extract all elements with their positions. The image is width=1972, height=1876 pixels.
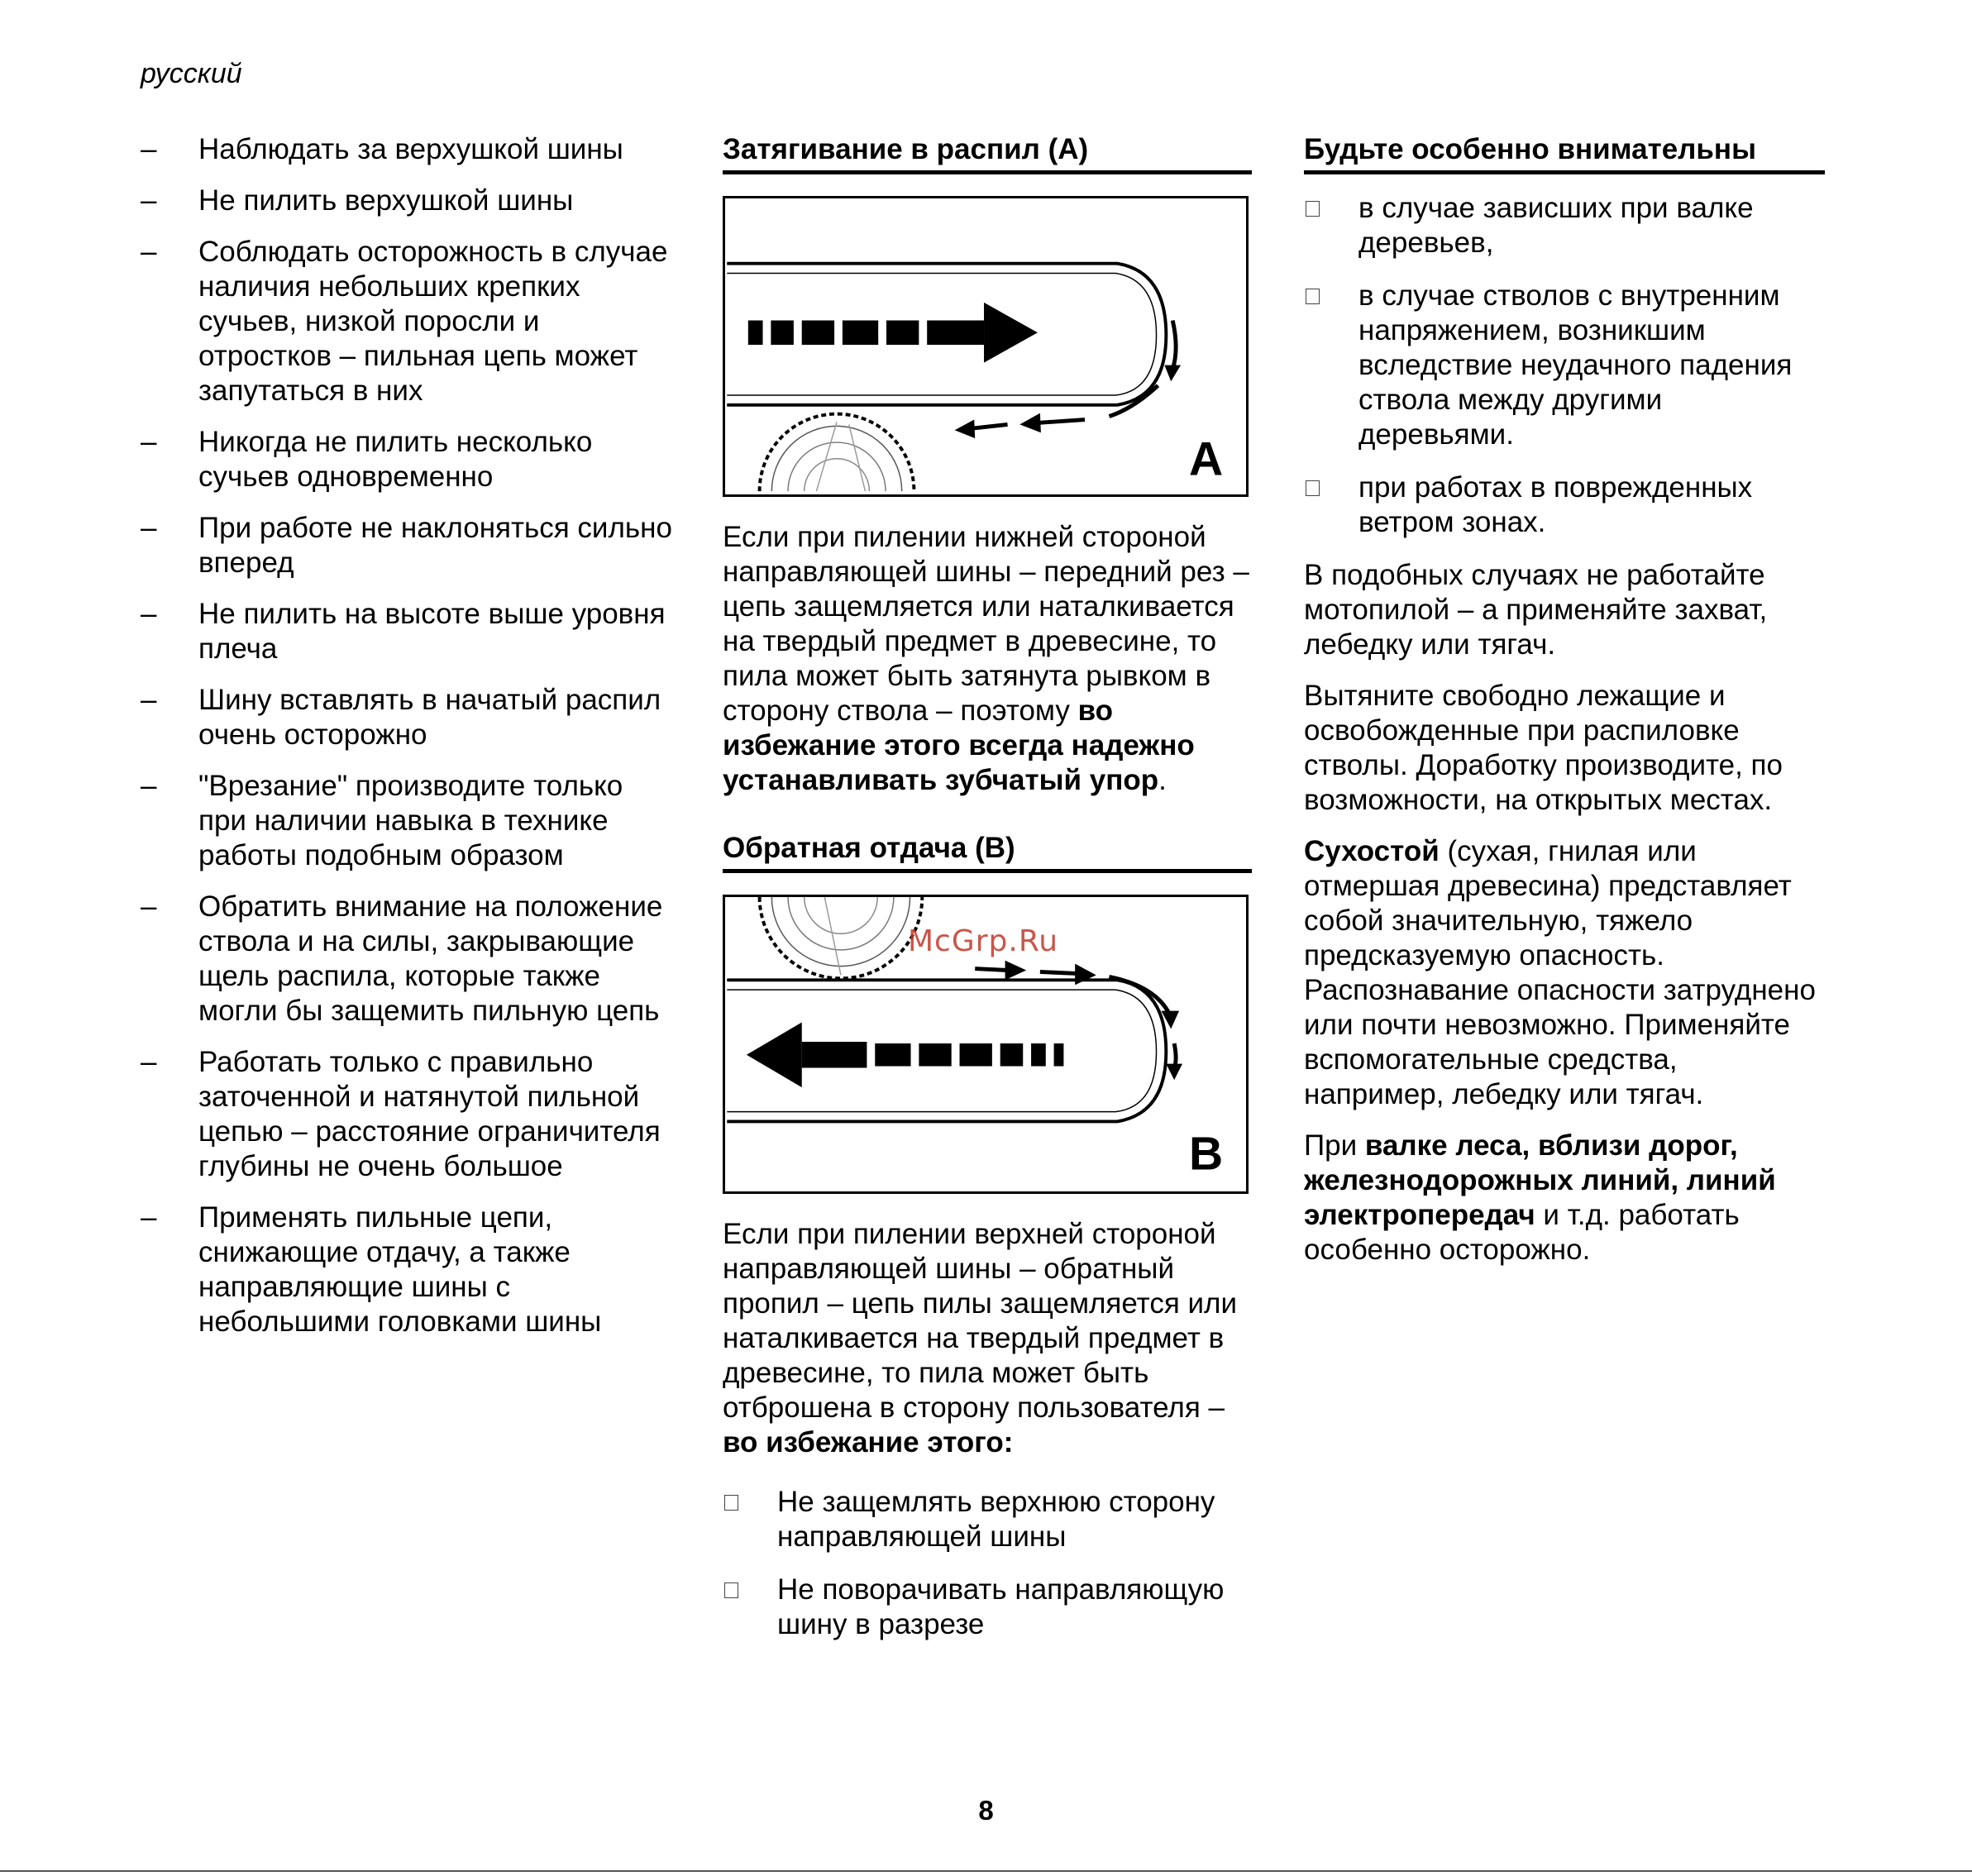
list-item-text: Не пилить на высоте выше уровня плеча [198, 598, 666, 665]
dash-marker: – [141, 684, 157, 716]
heading-be-careful: Будьте особенно внимательны [1304, 132, 1825, 174]
watermark: McGrp.Ru [908, 924, 1059, 958]
list-item [141, 132, 678, 167]
dash-marker: – [141, 512, 157, 544]
kickback-text: Если при пилении верхней стороной направляющей шины – обратный пропил – цепь пилы защемляется или наталкивается на твердый предмет в древесине, то пила может быть отброшена в сторону пользователя – [723, 1218, 1238, 1424]
dash-marker: – [141, 133, 157, 165]
page-number: 8 [978, 1795, 994, 1826]
list-item-text: Не пилить верхушкой шины [198, 184, 574, 217]
box-bullet-icon [1306, 289, 1320, 304]
log-illustration [760, 897, 923, 978]
checklist-item [1304, 470, 1825, 540]
box-bullet-icon [724, 1495, 738, 1511]
list-item [141, 597, 678, 666]
log-illustration [760, 414, 914, 491]
middle-column [723, 132, 1252, 1660]
dash-marker: – [141, 770, 157, 802]
careful-checklist [1304, 191, 1825, 540]
deadwood-term: Сухостой [1304, 835, 1440, 867]
list-item-text: "Врезание" производите только при наличии навыка в технике работы подобным образом [198, 770, 623, 871]
safety-dash-list [141, 132, 678, 1339]
felling-text-start: При [1304, 1129, 1365, 1162]
list-item [141, 425, 678, 494]
list-item [141, 769, 678, 873]
left-column [141, 132, 678, 1356]
dash-marker: – [141, 1046, 157, 1078]
kickback-paragraph [723, 1217, 1252, 1460]
language-label: русский [141, 58, 242, 89]
pull-in-text: Если при пилении нижней стороной направляющей шины – передний рез – цепь защемляется или наталкивается на твердый предмет в древесине, то пила может быть затянута рывком в сторону ствола – поэтому [723, 521, 1249, 727]
list-item-text: Обратить внимание на положение ствола и на силы, закрывающие щель распила, которые также могли бы защемить пильную цепь [198, 890, 663, 1027]
dash-marker: – [141, 598, 157, 630]
pull-in-paragraph [723, 520, 1252, 798]
list-item-text: Никогда не пилить несколько сучьев одновременно [198, 426, 593, 493]
list-item-text: Применять пильные цепи, снижающие отдачу, а также направляющие шины с небольшими головками шины [198, 1201, 602, 1338]
paragraph-1: В подобных случаях не работайте мотопилой – а применяйте захват, лебедку или тягач. [1304, 559, 1768, 661]
paragraph-deadwood [1304, 834, 1825, 1112]
list-item [141, 184, 678, 218]
pull-in-text-bold: во избежание этого всегда надежно устанавливать зубчатый упор [723, 695, 1195, 796]
checklist-item-text: Не защемлять верхнюю сторону направляющей шины [777, 1486, 1215, 1553]
paragraph-felling [1304, 1129, 1825, 1267]
list-item-text: Работать только с правильно заточенной и натянутой пильной цепью – расстояние ограничителя глубины не очень большое [198, 1046, 661, 1182]
heading-pull-in: Затягивание в распил (А) [723, 132, 1252, 174]
checklist-item [1304, 191, 1825, 260]
checklist-item-text: Не поворачивать направляющую шину в разрезе [777, 1573, 1225, 1640]
checklist-item [723, 1485, 1252, 1554]
pull-in-diagram [725, 198, 1246, 494]
deadwood-text: (сухая, гнилая или отмершая древесина) представляет собой значительную, тяжело предсказуемую опасность. Распознавание опасности затруднено или почти невозможно. Применяйте вспомогательные средства, например, лебедку или тягач. [1304, 835, 1816, 1110]
kickback-text-bold: во избежание этого: [723, 1426, 1014, 1458]
checklist-item [1304, 279, 1825, 452]
list-item [141, 511, 678, 580]
bottom-divider [0, 1870, 1972, 1872]
list-item-text: Наблюдать за верхушкой шины [198, 133, 623, 165]
dash-marker: – [141, 426, 157, 458]
dash-marker: – [141, 890, 157, 923]
figure-label-b: B [1188, 1127, 1224, 1181]
box-bullet-icon [1306, 480, 1320, 496]
box-bullet-icon [1306, 201, 1320, 217]
dash-marker: – [141, 184, 157, 217]
figure-pull-in [723, 196, 1249, 497]
list-item [141, 890, 678, 1029]
dash-marker: – [141, 236, 157, 268]
right-column [1304, 132, 1825, 1284]
force-arrow-right [748, 303, 1038, 363]
checklist-item [723, 1573, 1252, 1642]
felling-text-end: и т.д. работать особенно осторожно. [1304, 1199, 1740, 1266]
list-item [141, 1201, 678, 1339]
list-item [141, 683, 678, 752]
felling-text-bold: валке леса, вблизи дорог, железнодорожных линий, линий электропередач [1304, 1129, 1776, 1231]
list-item-text: Соблюдать осторожность в случае наличия небольших крепких сучьев, низкой поросли и отростков – пильная цепь может запутаться в них [198, 236, 668, 407]
paragraph-2: Вытяните свободно лежащие и освобожденные при распиловке стволы. Доработку производите, по возможности, на открытых местах. [1304, 680, 1783, 816]
checklist-item-text: в случае зависших при валке деревьев, [1358, 192, 1754, 259]
list-item [141, 1045, 678, 1184]
dash-marker: – [141, 1201, 157, 1234]
box-bullet-icon [724, 1582, 738, 1598]
checklist-item-text: при работах в поврежденных ветром зонах. [1358, 471, 1753, 538]
pull-in-text-end: . [1158, 764, 1167, 796]
checklist-item-text: в случае стволов с внутренним напряжением, возникшим вследствие неудачного падения ствола между другими деревьями. [1358, 279, 1793, 451]
list-item-text: Шину вставлять в начатый распил очень осторожно [198, 684, 661, 751]
heading-kickback: Обратная отдача (В) [723, 831, 1252, 873]
figure-label-a: A [1188, 432, 1224, 486]
list-item-text: При работе не наклоняться сильно вперед [198, 512, 672, 579]
list-item [141, 235, 678, 408]
kickback-checklist [723, 1485, 1252, 1642]
force-arrow-left [747, 1022, 1064, 1087]
